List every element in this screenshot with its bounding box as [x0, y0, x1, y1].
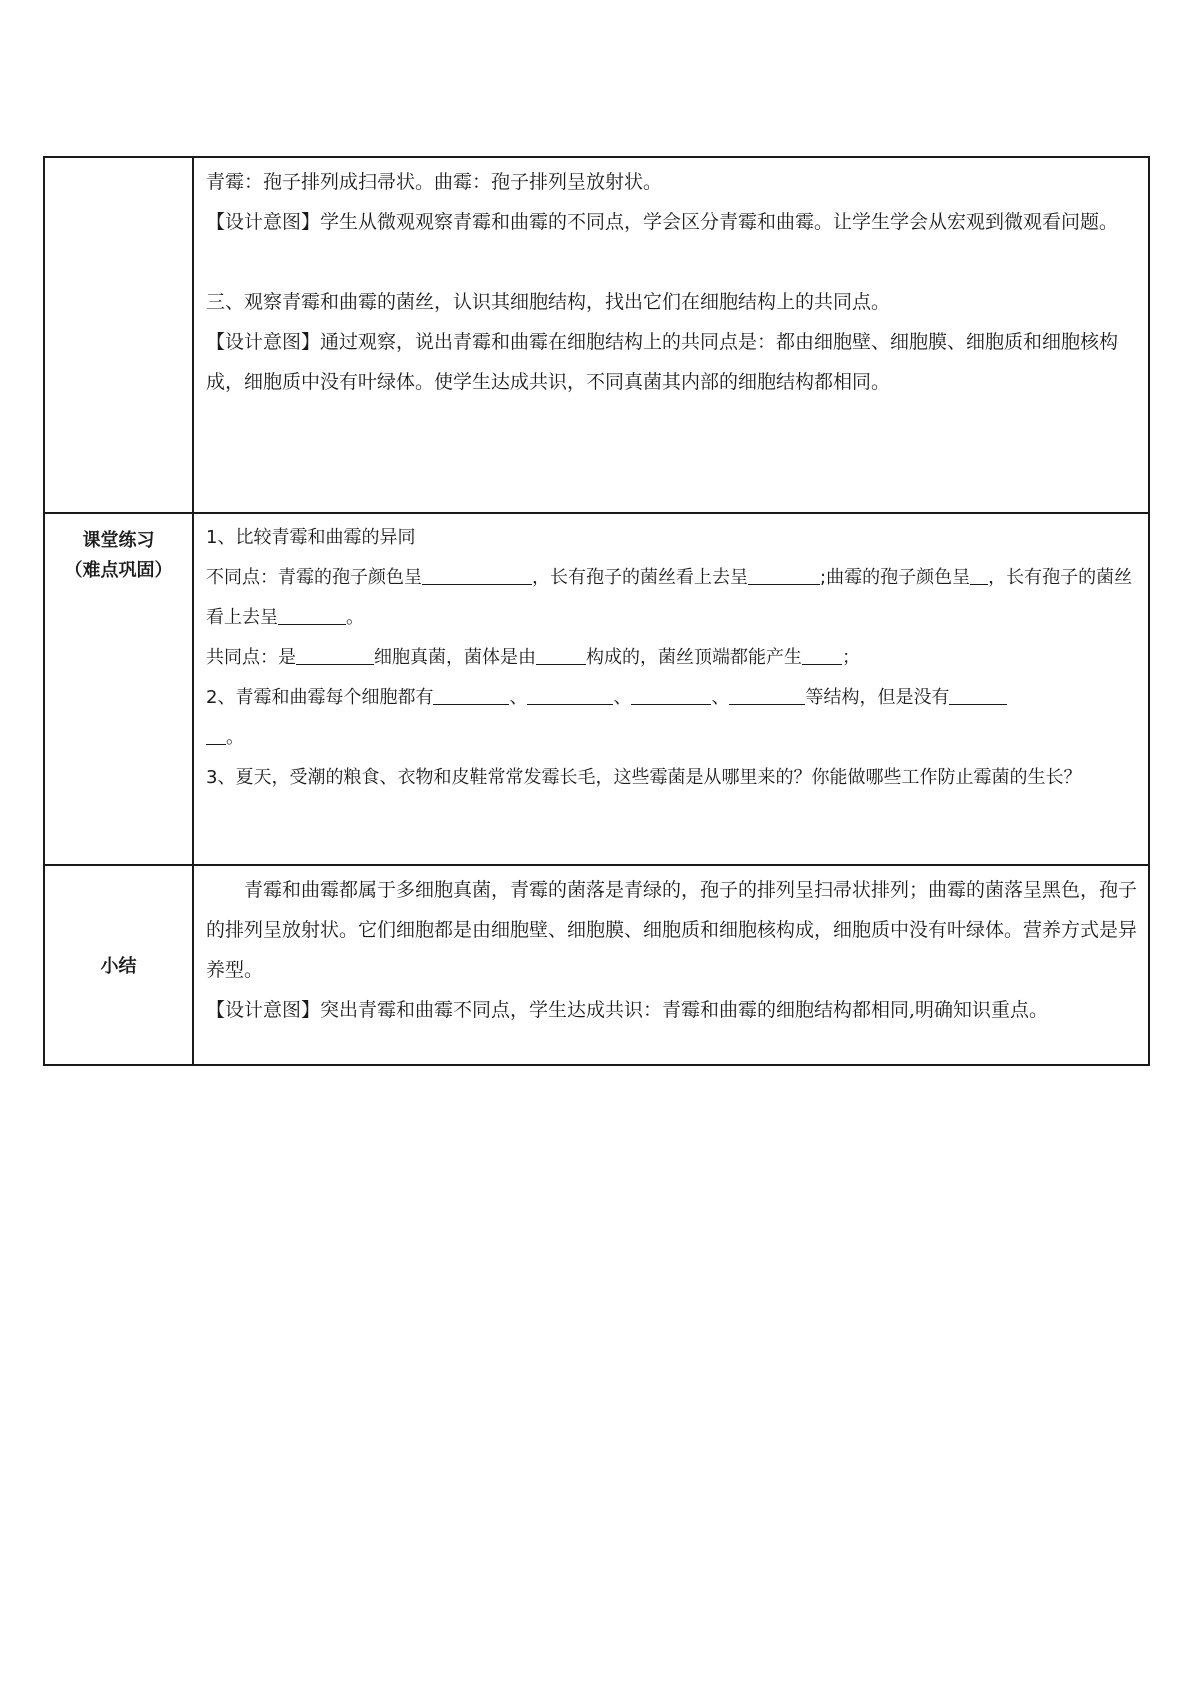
question-3-text: 3、夏天，受潮的粮食、衣物和皮鞋常常发霉长毛，这些霉菌是从哪里来的？你能做哪些工作防止霉菌的生长？ [206, 767, 1082, 788]
step-three-text: 三、观察青霉和曲霉的菌丝，认识其细胞结构，找出它们在细胞结构上的共同点。 [206, 291, 891, 313]
summary-label-cell [44, 865, 193, 1065]
similarities-text: 共同点：是 细胞真菌，菌体是由 构成的，菌丝顶端都能产生 ； [206, 638, 1138, 678]
question-2-text: 2、青霉和曲霉每个细胞都有 、 、 、 等结构，但是没有 。 [206, 678, 1138, 758]
exercise-label: 课堂练习 [82, 530, 155, 551]
answer-blank[interactable] [748, 562, 820, 585]
row-label-empty [44, 157, 193, 513]
answer-blank[interactable] [433, 682, 509, 705]
table-row-observation [44, 157, 1149, 513]
answer-blank[interactable] [536, 642, 586, 665]
answer-blank[interactable] [631, 682, 711, 705]
answer-blank[interactable] [802, 642, 842, 665]
exercise-label-cell [44, 513, 193, 865]
design-intent-text: 【设计意图】通过观察，说出青霉和曲霉在细胞结构上的共同点是：都由细胞壁、细胞膜、细胞质和细胞核构成，细胞质中没有叶绿体。使学生达成共识，不同真菌其内部的细胞结构都相同。 [206, 331, 1119, 393]
differences-text: 不同点：青霉的孢子颜色呈 ，长有孢子的菌丝看上去呈 ;曲霉的孢子颜色呈 ，长有孢子的菌丝看上去呈 。 [206, 558, 1138, 638]
summary-label: 小结 [100, 956, 137, 977]
answer-blank[interactable] [970, 562, 988, 585]
spore-arrangement-text: 青霉：孢子排列成扫帚状。曲霉：孢子排列呈放射状。 [206, 171, 663, 193]
observation-cell [193, 157, 1149, 513]
summary-cell [193, 865, 1149, 1065]
answer-blank[interactable] [296, 642, 374, 665]
exercise-sublabel: （难点巩固） [64, 560, 173, 581]
design-intent-text: 【设计意图】学生从微观观察青霉和曲霉的不同点，学会区分青霉和曲霉。让学生学会从宏观到微观看问题。 [206, 211, 1119, 233]
answer-blank[interactable] [949, 682, 1007, 705]
exercise-cell [193, 513, 1149, 865]
answer-blank[interactable] [729, 682, 805, 705]
answer-blank[interactable] [278, 602, 346, 625]
summary-body-text: 青霉和曲霉都属于多细胞真菌，青霉的菌落是青绿的，孢子的排列呈扫帚状排列；曲霉的菌落呈黑色，孢子的排列呈放射状。它们细胞都是由细胞壁、细胞膜、细胞质和细胞核构成，细胞质中没有叶绿体。营养方式是异养型。 [206, 879, 1138, 981]
table-row-exercise [44, 513, 1149, 865]
answer-blank[interactable] [206, 722, 226, 745]
lesson-plan-table [43, 156, 1150, 1066]
question-1-title: 1、比较青霉和曲霉的异同 [206, 527, 416, 548]
answer-blank[interactable] [422, 562, 532, 585]
table-row-summary [44, 865, 1149, 1065]
design-intent-text: 【设计意图】突出青霉和曲霉不同点，学生达成共识：青霉和曲霉的细胞结构都相同,明确知识重点。 [206, 999, 1049, 1021]
answer-blank[interactable] [527, 682, 613, 705]
